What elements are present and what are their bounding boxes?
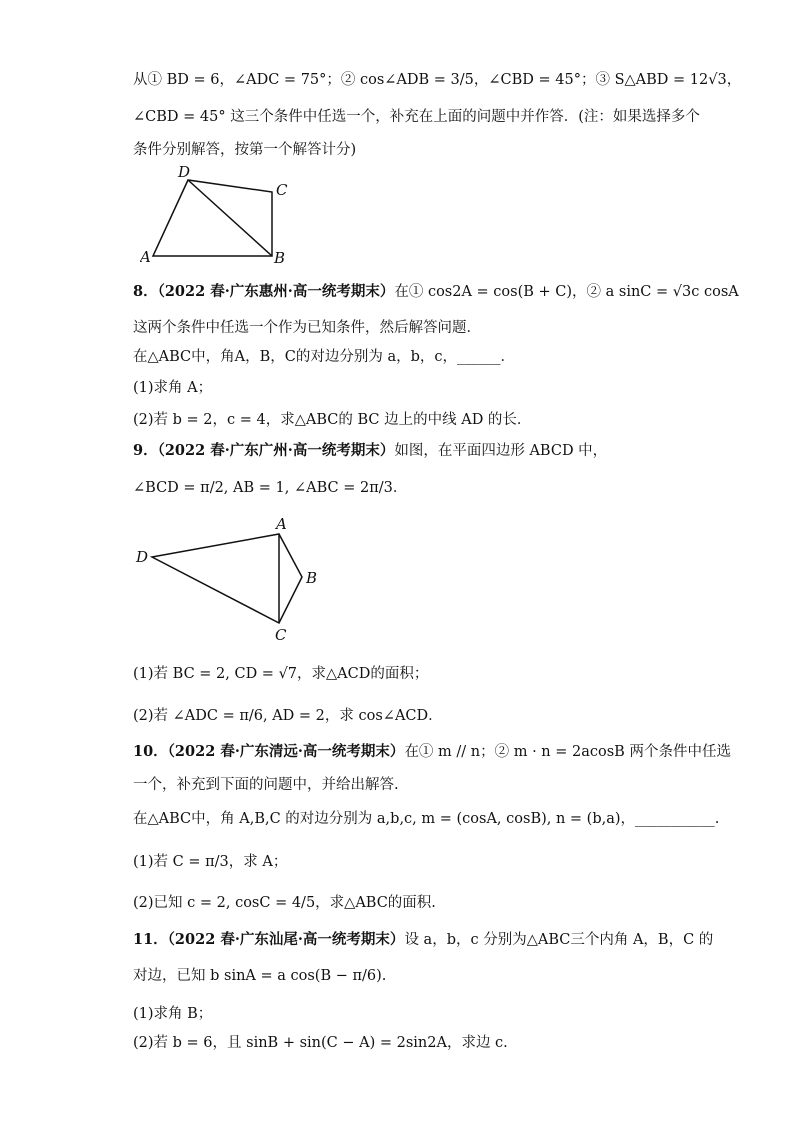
p9-label-c: C [275,626,287,642]
p10-question-1: (1)若 C = π/3，求 A； [133,854,288,870]
p10-line-1 [133,742,731,762]
p10-line-2: 一个，补充到下面的问题中，并给出解答. [133,777,399,793]
p9-line-1 [133,441,607,461]
p11-line-2: 对边，已知 b sinA = a cos(B − π/6). [133,968,387,984]
p8-question-1: (1)求角 A； [133,380,213,396]
p7-label-d: D [178,163,191,181]
p7-label-c: C [276,181,288,199]
p9-quadrilateral-figure [130,512,330,646]
p7-line-1: 从① BD = 6，∠ADC = 75°；② cos∠ADB = 3/5，∠CBD = 45°；③ S△ABD = 12√3， [133,72,742,88]
p9-label-d: D [136,548,149,566]
p10-header: 10．（2022 春·广东清远·高一统考期末） [133,743,405,760]
p9-question-2: (2)若 ∠ADC = π/6, AD = 2，求 cos∠ACD． [133,708,443,724]
p9-label-a: A [276,515,287,533]
p7-label-b: B [274,249,286,265]
p9-header: 9．（2022 春·广东广州·高一统考期末） [133,442,395,459]
p8-conditions: 在① cos2A = cos(B + C)，② a sinC = √3c cosA [394,284,739,300]
p11-question-2: (2)若 b = 6，且 sinB + sin(C − A) = 2sin2A，求边 c. [133,1035,508,1051]
p10-conditions: 在① m // n；② m · n = 2acosB 两个条件中任选 [404,744,731,760]
p9-line-2: ∠BCD = π/2, AB = 1, ∠ABC = 2π/3． [133,480,408,496]
p11-question-1: (1)求角 B； [133,1006,213,1022]
p7-quadrilateral-figure [140,163,300,269]
p10-question-2: (2)已知 c = 2, cosC = 4/5，求△ABC的面积. [133,895,436,911]
p8-line-2: 这两个条件中任选一个作为已知条件，然后解答问题． [133,320,481,336]
p11-intro: 设 a，b，c 分别为△ABC三个内角 A，B，C 的 [404,932,714,948]
p9-question-1: (1)若 BC = 2, CD = √7，求△ACD的面积； [133,666,429,682]
p7-label-a: A [140,248,151,265]
p10-line-3: 在△ABC中，角 A,B,C 的对边分别为 a,b,c, m = (cosA, cosB), n = (b,a)，___________. [133,811,720,827]
p9-label-b: B [306,569,318,587]
p8-line-3: 在△ABC中，角A，B，C的对边分别为 a，b，c，______． [133,349,516,365]
p8-question-2: (2)若 b = 2，c = 4，求△ABC的 BC 边上的中线 AD 的长． [133,412,532,428]
p7-line-3: 条件分别解答，按第一个解答计分) [133,142,357,158]
p8-header: 8．（2022 春·广东惠州·高一统考期末） [133,283,395,300]
p11-line-1 [133,930,713,950]
p8-line-1 [133,282,739,302]
p11-header: 11．（2022 春·广东汕尾·高一统考期末） [133,931,405,948]
p7-line-2: ∠CBD = 45° 这三个条件中任选一个，补充在上面的问题中并作答．(注：如果选择多个 [133,109,700,125]
p9-intro: 如图，在平面四边形 ABCD 中， [394,443,608,459]
